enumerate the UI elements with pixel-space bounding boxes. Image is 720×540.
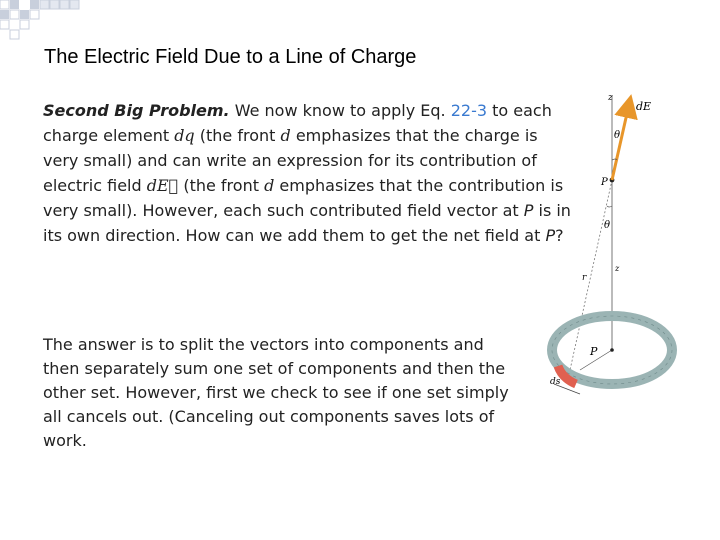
equation-link[interactable]: 22-3 — [450, 101, 488, 120]
theta-top-label: θ — [614, 130, 621, 141]
corner-decoration — [0, 0, 720, 40]
z-distance-label: z — [615, 264, 620, 273]
P-top-label: P — [601, 177, 608, 188]
P-ring-label: P — [590, 345, 598, 358]
dE-symbol: dE⃗ — [146, 176, 179, 195]
ds-label: ds — [550, 377, 561, 387]
r-line — [570, 180, 612, 370]
problem-paragraph: Second Big Problem. We now know to apply Eq. 22-3 to each charge element dq (the front d emphasizes that the charge is very small) and can write an expression for its contribution of electric field dE⃗ (the front d emphasizes that the contribution is very small). However, each such contributed field vector at P is in its own direction. How can we add them to get the net field at P? — [43, 101, 571, 245]
z-axis-label: z — [608, 93, 613, 103]
slide-title: The Electric Field Due to a Line of Charge — [44, 46, 417, 68]
answer-paragraph: The answer is to split the vectors into components and then separately sum one set of components and then the other set. However, first we check to see if one set simply all cancels out. (Canceling out components saves lots of work. — [43, 335, 509, 450]
ring-charge-figure — [540, 88, 690, 398]
theta-arc-mid — [607, 206, 612, 207]
dE-label: dE — [636, 100, 652, 113]
lead-text: Second Big Problem. — [43, 101, 230, 120]
theta-mid-label: θ — [604, 220, 611, 231]
dq-symbol: dq — [174, 126, 195, 145]
r-label: r — [582, 273, 587, 283]
